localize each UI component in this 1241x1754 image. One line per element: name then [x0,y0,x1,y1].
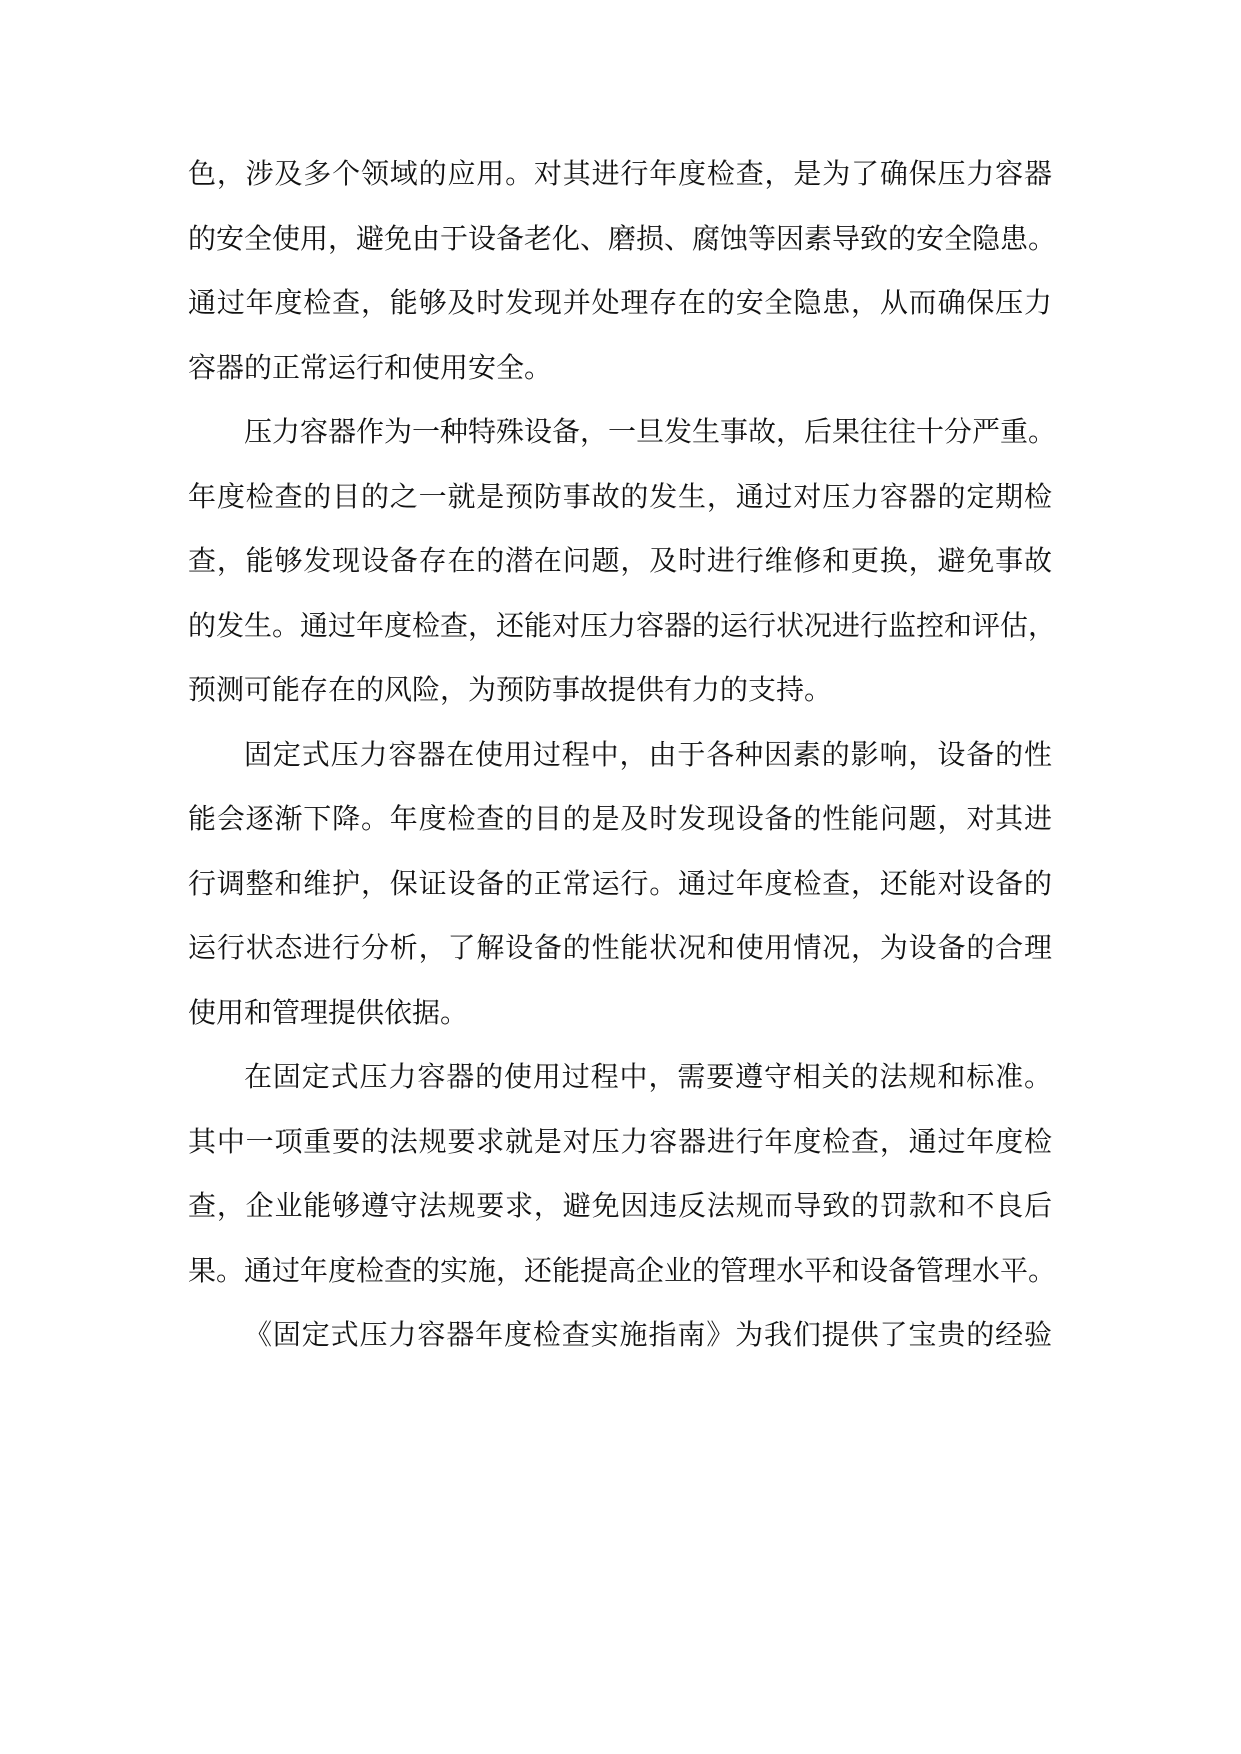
text-line: 运行状态进行分析，了解设备的性能状况和使用情况，为设备的合理 [188,931,1052,964]
text-line: 果。通过年度检查的实施，还能提高企业的管理水平和设备管理水平。 [188,1253,1057,1287]
body-text [188,142,1057,1368]
text-line: 年度检查的目的之一就是预防事故的发生，通过对压力容器的定期检 [188,479,1052,513]
text-line: 容器的正常运行和使用安全。 [188,350,553,384]
text-line: 在固定式压力容器的使用过程中，需要遵守相关的法规和标准。 [244,1060,1052,1093]
text-line: 行调整和维护，保证设备的正常运行。通过年度检查，还能对设备的 [188,866,1052,900]
text-line: 压力容器作为一种特殊设备，一旦发生事故，后果往往十分严重。 [244,415,1057,448]
text-line: 色，涉及多个领域的应用。对其进行年度检查，是为了确保压力容器 [188,157,1052,190]
text-line: 固定式压力容器在使用过程中，由于各种因素的影响，设备的性 [244,737,1052,771]
text-line: 预测可能存在的风险，为预防事故提供有力的支持。 [188,673,833,706]
text-line: 能会逐渐下降。年度检查的目的是及时发现设备的性能问题，对其进 [188,802,1052,835]
text-line: 查，企业能够遵守法规要求，避免因违反法规而导致的罚款和不良后 [188,1189,1052,1222]
text-line: 其中一项重要的法规要求就是对压力容器进行年度检查，通过年度检 [188,1124,1052,1158]
text-line: 《固定式压力容器年度检查实施指南》为我们提供了宝贵的经验 [244,1318,1052,1351]
text-line: 使用和管理提供依据。 [188,995,469,1029]
text-line: 通过年度检查，能够及时发现并处理存在的安全隐患，从而确保压力 [188,286,1052,319]
text-line: 的安全使用，避免由于设备老化、磨损、腐蚀等因素导致的安全隐患。 [188,221,1057,255]
text-line: 查，能够发现设备存在的潜在问题，及时进行维修和更换，避免事故 [188,544,1052,577]
text-line: 的发生。通过年度检查，还能对压力容器的运行状况进行监控和评估， [188,608,1057,642]
